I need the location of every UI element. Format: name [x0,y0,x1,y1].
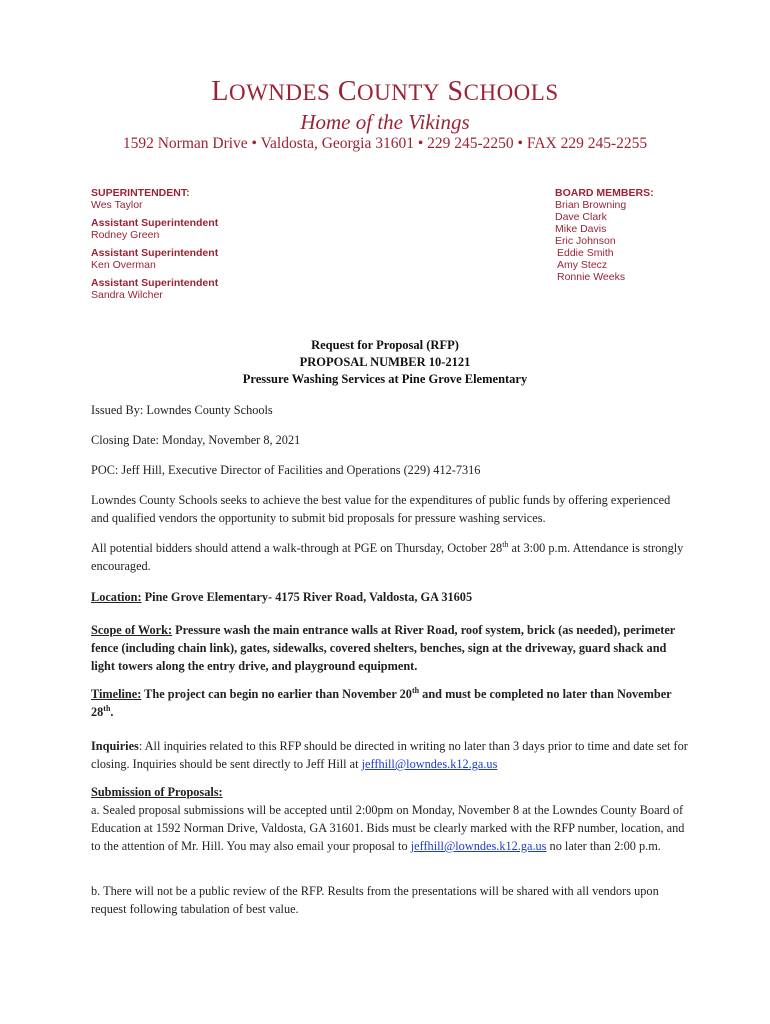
timeline-paragraph [91,685,691,721]
inquiries-label: Inquiries [91,739,139,753]
board-member: Eddie Smith [557,247,614,259]
walkthrough-text: at 3:00 p.m. Attendance is strongly encouraged. [91,541,684,573]
walkthrough-text: All potential bidders should attend a walk-through at PGE on Thursday, October 28 [91,541,503,555]
assistant-label: Assistant Superintendent [91,217,219,229]
location-text: Pine Grove Elementary- 4175 River Road, Valdosta, GA 31605 [141,590,473,604]
board-member: Amy Stecz [557,259,608,271]
inquiries-text: : All inquiries related to this RFP should be directed in writing no later than 3 days prior to time and date set for closing. Inquiries should be sent directly to Jeff Hill at [91,739,688,771]
scope-label: Scope of Work: [91,623,173,637]
timeline-text: The project can begin no earlier than November 20 [141,687,412,701]
point-of-contact: POC: Jeff Hill, Executive Director of Facilities and Operations (229) 412-7316 [91,463,481,477]
scope-paragraph [91,621,691,675]
rfp-title: Request for Proposal (RFP) [311,338,459,352]
letterhead-address: 1592 Norman Drive • Valdosta, Georgia 31601 • 229 245-2250 • FAX 229 245-2255 [122,135,648,152]
assistant-group [91,247,218,271]
submission-section [91,783,691,855]
inquiries-email-link[interactable]: jeffhill@lowndes.k12.ga.us [361,757,498,771]
ordinal-suffix: th [103,703,111,713]
assistant-name: Ken Overman [91,259,156,271]
location-paragraph [91,588,691,606]
submission-item-b: b. There will not be a public review of the RFP. Results from the presentations will be shared with all vendors upon request following tabulation of best value. [91,884,659,916]
letterhead-subtitle: Home of the Vikings [300,110,470,134]
title-initial: C [337,76,358,107]
title-part: OUNTY [357,80,441,105]
timeline-text: and must be completed no later than November 28 [91,687,672,719]
rfp-subject: Pressure Washing Services at Pine Grove Elementary [242,372,528,386]
assistant-name: Sandra Wilcher [91,289,163,301]
assistant-label: Assistant Superintendent [91,247,219,259]
superintendent-label: SUPERINTENDENT: [91,187,190,199]
inquiries-paragraph [91,737,691,773]
assistant-name: Rodney Green [91,229,160,241]
superintendent-name: Wes Taylor [91,199,143,211]
assistant-label: Assistant Superintendent [91,277,219,289]
walkthrough-paragraph [91,539,691,575]
board-label: BOARD MEMBERS: [555,187,654,199]
submission-email-link[interactable]: jeffhill@lowndes.k12.ga.us [410,839,547,853]
letterhead-title [0,76,770,108]
assistant-group [91,217,218,241]
board-member: Eric Johnson [555,235,616,247]
scope-text: Pressure wash the main entrance walls at River Road, roof system, brick (as needed), perimeter fence (including chain link), gates, sidewalks, covered shelters, benches, sign at the driveway, guard shack and light towers along the entry drive, and playground equipment. [91,623,676,673]
title-part: OWNDES [228,80,331,105]
title-initial: S [447,76,464,107]
timeline-label: Timeline: [91,687,142,701]
board-member: Mike Davis [555,223,607,235]
submission-item-a [91,801,691,855]
board-member: Brian Browning [555,199,627,211]
ordinal-suffix: th [411,685,420,695]
rfp-number: PROPOSAL NUMBER 10-2121 [299,355,471,369]
rfp-heading [0,337,770,388]
title-initial: L [211,76,229,107]
staff-list [91,187,218,307]
location-label: Location: [91,590,142,604]
superintendent-group [91,187,218,211]
closing-date: Closing Date: Monday, November 8, 2021 [91,433,301,447]
timeline-text: . [110,705,114,719]
assistant-group [91,277,218,301]
ordinal-suffix: th [502,539,509,549]
title-part: CHOOLS [463,80,559,105]
board-member: Dave Clark [555,211,607,223]
issued-by: Issued By: Lowndes County Schools [91,403,273,417]
submission-text: no later than 2:00 p.m. [546,839,661,853]
board-members [555,187,654,283]
submission-text: a. Sealed proposal submissions will be accepted until 2:00pm on Monday, November 8 at the Lowndes County Board of Education at 1592 Norman Drive, Valdosta, GA 31601. Bids must be clearly marked with the RFP number, location, and to the attention of Mr. Hill. You may also email your proposal to [91,803,685,853]
intro-paragraph: Lowndes County Schools seeks to achieve the best value for the expenditures of public funds by offering experienced and qualified vendors the opportunity to submit bid proposals for pressure washing services. [91,493,671,525]
board-member: Ronnie Weeks [557,271,626,283]
submission-label: Submission of Proposals: [91,785,223,799]
